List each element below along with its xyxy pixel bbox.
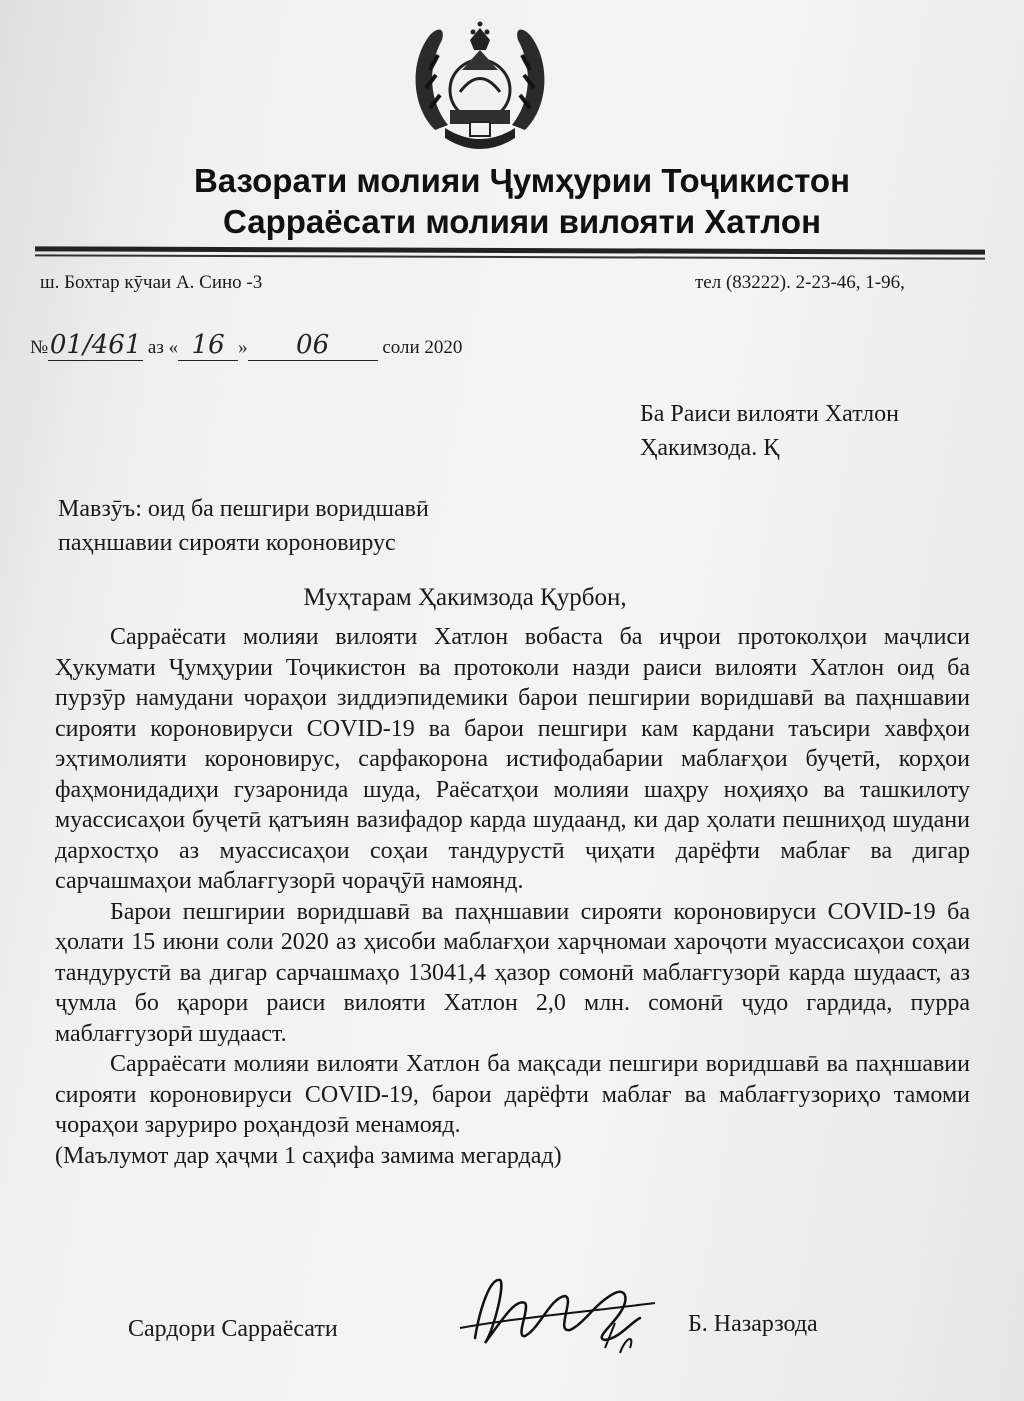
addressee — [640, 397, 899, 465]
tajikistan-coat-of-arms-icon — [400, 10, 560, 160]
from-label: аз — [147, 337, 164, 358]
signer-name: Б. Назарзода — [688, 1311, 818, 1337]
department-title: Сарраёсати молияи вилояти Хатлон — [222, 203, 821, 240]
ministry-title: Вазорати молияи Ҷумҳурии Тоҷикистон — [193, 162, 851, 199]
reference-number: 01/461 — [49, 330, 142, 360]
subject-line: паҳншавии сирояти короновирус — [58, 530, 396, 556]
header-rule-thin — [35, 254, 985, 259]
header-rule-thick — [35, 246, 985, 254]
reference-line: №01/461 аз « 16 » 06 соли 2020 — [30, 330, 463, 360]
salutation: Муҳтарам Ҳакимзода Қурбон, — [303, 584, 627, 611]
handwritten-signature-icon — [455, 1268, 665, 1358]
body-paragraph: Барои пешгирии воридшавӣ ва паҳншавии сирояти короновируси COVID-19 ба ҳолати 15 июни соли 2020 аз ҳисоби маблағҳои харҷномаи хароҷоти муассисаҳои соҳаи тандурустӣ ва дигар сарчашмаҳо 13041,4 ҳазор сомонӣ маблағгузорӣ карда шудааст, аз ҷумла бо қарори раиси вилояти Хатлон 2,0 млн. сомонӣ ҷудо гардида, пурра маблағгузорӣ шудааст. — [55, 898, 970, 1047]
address-text: ш. Бохтар кӯчаи А. Сино -3 — [40, 272, 263, 293]
subject-line: Мавзӯъ: оид ба пешгири воридшавӣ — [58, 496, 429, 522]
addressee-line: Ҳакимзода. Қ — [640, 435, 780, 461]
reference-month: 06 — [248, 330, 378, 361]
reference-year: соли 2020 — [382, 337, 463, 358]
attachment-note: (Маълумот дар ҳаҷми 1 саҳифа замима мегардад) — [55, 1142, 562, 1169]
number-prefix: № — [30, 337, 49, 358]
body-paragraph: Сарраёсати молияи вилояти Хатлон ба мақсади пешгири воридшавӣ ва паҳншавии сирояти короновируси COVID-19, барои дарёфти маблағ ва маблағгузориҳо тамоми чораҳои заруриро роҳандозӣ менамояд. — [55, 1051, 970, 1138]
body-paragraph: Сарраёсати молияи вилояти Хатлон вобаста ба иҷрои протоколҳои маҷлиси Ҳукумати Ҷумҳурии Тоҷикистон ва протоколи назди раиси вилояти Хатлон оид ба пурзӯр намудани чораҳои зиддиэпидемики барои пешгирии воридшавӣ ва паҳншавии сирояти короновируси COVID-19 ва барои пешгири кам кардани таъсири хавфҳои эҳтимолияти короновирус, сарфакорона истифодабарии маблағҳои буҷетӣ, корҳои фаҳмонидадиҳи гузаронида шуда, Раёсатҳои молияи шаҳру ноҳияҳо ва ташкилоту муассисаҳои буҷетӣ қатъиян вазифадор карда шудаанд, ки дар ҳолати пешниҳод шудани дархостҳо аз муассисаҳои соҳаи тандурустӣ ҷиҳати дарёфти маблағ ва дигар сарчашмаҳои маблағгузорӣ чораҷӯӣ намоянд. — [55, 624, 970, 894]
signer-title: Сардори Сарраёсати — [128, 1316, 338, 1342]
addressee-line: Ба Раиси вилояти Хатлон — [640, 401, 899, 427]
reference-day: 16 — [178, 330, 238, 361]
letter-body — [55, 622, 970, 1171]
subject — [58, 492, 429, 560]
phone-text: тел (83222). 2-23-46, 1-96, — [695, 272, 905, 293]
